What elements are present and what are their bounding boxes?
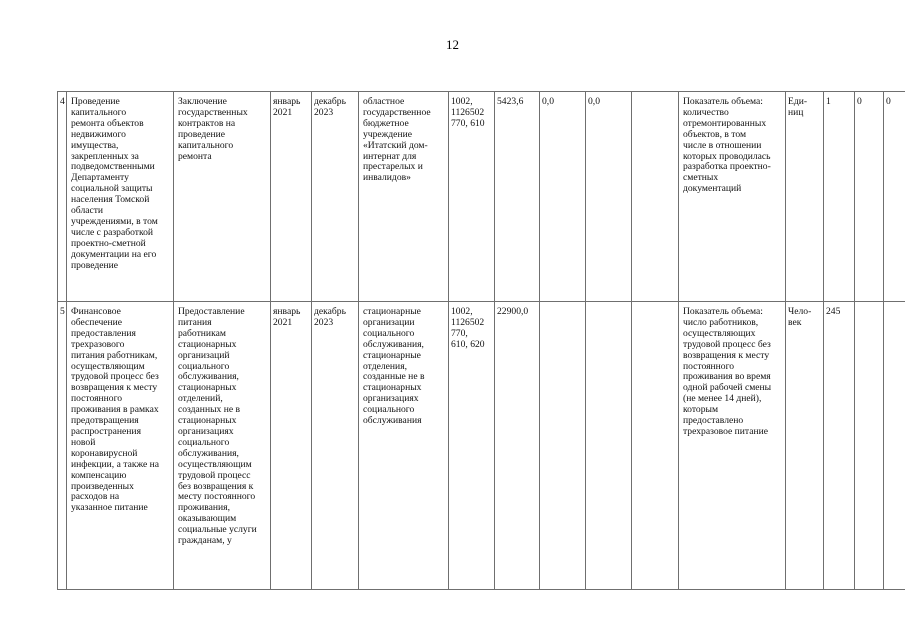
action-description: Предоставление питания работникам стационарных организаций социального обслуживания, стационарных отделений, созданных не в стационарных организациях социального обслуживания, осуществляющим трудовой процесс без возвращения к месту постоянного проживания, оказывающим социальные услуги гражданам, у [174,302,271,590]
start-date: январь 2021 [271,302,312,590]
indicator-value-1: 245 [824,302,855,590]
executor: стационарные организации социального обслуживания, стационарные отделения, созданные не в стационарных организациях социального обслуживания [359,302,449,590]
start-date: январь 2021 [271,92,312,302]
value-col-3 [632,92,679,302]
program-table [57,91,905,590]
indicator-value-2: 0 [855,92,884,302]
indicator-value-2 [855,302,884,590]
table-row [58,92,905,302]
end-date: декабрь 2023 [312,302,359,590]
indicator-value-3: 0 [884,92,905,302]
event-name: Финансовое обеспечение предоставления трехразового питания работникам, осуществляющим трудовой процесс без возвращения к месту постоянного проживания в рамках предотвращения распространения новой коронавирусной инфекции, а также на компенсацию произведенных расходов на указанное питание [67,302,174,590]
value-col-2 [586,302,632,590]
value-col-2: 0,0 [586,92,632,302]
end-date: декабрь 2023 [312,92,359,302]
row-number: 5 [58,302,67,590]
indicator-value-3 [884,302,905,590]
page-number: 12 [446,37,459,52]
value-col-1: 0,0 [540,92,586,302]
indicator: Показатель объема: количество отремонтированных объектов, в том числе в отношении которых проводилась разработка проектно- сметных документаций [679,92,786,302]
action-description: Заключение государственных контрактов на проведение капитального ремонта [174,92,271,302]
unit: Еди- ниц [786,92,824,302]
indicator: Показатель объема: число работников, осуществляющих трудовой процесс без возвращения к месту постоянного проживания во время одной рабочей смены (не менее 14 дней), которым предоставлено трехразовое питание [679,302,786,590]
value-col-1 [540,302,586,590]
budget-code: 1002, 1126502 770, 610, 620 [449,302,495,590]
sum-total: 5423,6 [495,92,540,302]
table-row [58,302,905,590]
budget-code: 1002, 1126502 770, 610 [449,92,495,302]
unit: Чело- век [786,302,824,590]
indicator-value-1: 1 [824,92,855,302]
event-name: Проведение капитального ремонта объектов недвижимого имущества, закрепленных за подведомственными Департаменту социальной защиты населения Томской области учреждениями, в том числе с разработкой проектно-сметной документации на его проведение [67,92,174,302]
executor: областное государственное бюджетное учреждение «Итатский дом- интернат для престарелых и инвалидов» [359,92,449,302]
row-number: 4 [58,92,67,302]
sum-total: 22900,0 [495,302,540,590]
value-col-3 [632,302,679,590]
